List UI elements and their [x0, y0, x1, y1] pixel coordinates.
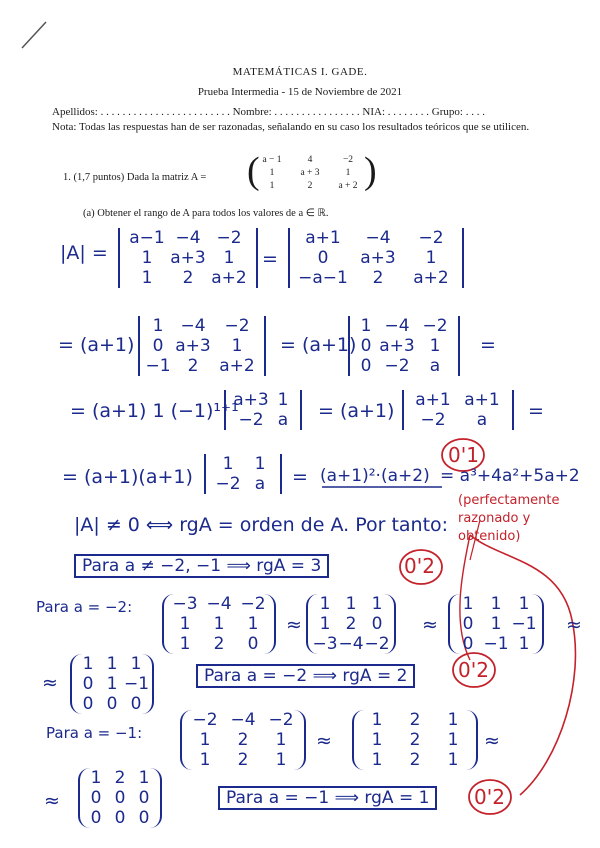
determinant-5: a+3 1 −2 a	[224, 390, 302, 430]
equals-3: =	[528, 400, 544, 422]
approx-6: ≈	[484, 730, 500, 752]
matrix-bracket-right: )	[364, 150, 377, 192]
case-2-matrix-3: 1 1 1 0 1 −1 0 −1 1	[448, 594, 544, 654]
approx-1: ≈	[286, 614, 302, 636]
approx-2: ≈	[422, 614, 438, 636]
grade-3: 0'2	[458, 658, 489, 682]
approx-7: ≈	[44, 790, 60, 812]
problem-intro: 1. (1,7 puntos) Dada la matriz A =	[63, 172, 207, 183]
determinant-1: a−1 −4 −2 1 a+3 1 1 2 a+2	[118, 228, 258, 288]
line-4-prefix: = (a+1)(a+1)	[62, 466, 193, 488]
approx-3: ≈	[566, 614, 582, 636]
approx-5: ≈	[316, 730, 332, 752]
grader-comment: (perfectamente razonado y obtenido)	[458, 493, 560, 544]
exam-title: MATEMÁTICAS I. GADE.	[232, 66, 368, 78]
determinant-3: 1 −4 −2 0 a+3 1 −1 2 a+2	[138, 316, 266, 376]
equals-4: =	[292, 466, 308, 488]
matrix-bracket-left: (	[247, 150, 260, 192]
exam-note: Nota: Todas las respuestas han de ser razonadas, señalando en su caso los resultados teóricos que se utilicen.	[52, 121, 530, 133]
grade-1: 0'1	[448, 443, 479, 467]
case-2-matrix-4: 1 1 1 0 1 −1 0 0 0	[70, 654, 154, 714]
student-fields: Apellidos: . . . . . . . . . . . . . . . . . . . . . . . . Nombre: . . . . . . . . . . . . . . . . NIA: . . . . . . . . Grupo: . . . .	[52, 106, 485, 118]
exam-subtitle: Prueba Intermedia - 15 de Noviembre de 2021	[197, 86, 403, 98]
grade-2: 0'2	[404, 554, 435, 578]
equals-1: =	[262, 248, 278, 270]
det-label: |A| =	[60, 242, 108, 264]
factor-line-2b: = (a+1)	[280, 334, 357, 356]
expanded-result: = a³+4a²+5a+2	[440, 466, 580, 486]
part-a: (a) Obtener el rango de A para todos los valores de a ∈ ℝ.	[83, 208, 329, 219]
rank-statement: |A| ≠ 0 ⟺ rgA = orden de A. Por tanto:	[74, 514, 449, 536]
equals-2: =	[480, 334, 496, 356]
case-2-matrix-2: 1 1 1 1 2 0 −3 −4 −2	[306, 594, 396, 654]
case-3-label: Para a = −1:	[46, 724, 143, 742]
case-2-result: Para a = −2 ⟹ rgA = 2	[196, 664, 415, 688]
determinant-7: 1 1 −2 a	[204, 454, 282, 494]
case-2-matrix-1: −3 −4 −2 1 1 1 1 2 0	[162, 594, 276, 654]
line-3-prefix: = (a+1) 1 (−1)¹⁺¹	[70, 400, 239, 422]
case-3-matrix-1: −2 −4 −2 1 2 1 1 2 1	[180, 710, 306, 770]
grade-4: 0'2	[474, 785, 505, 809]
case-3-result: Para a = −1 ⟹ rgA = 1	[218, 786, 437, 810]
case-1-result: Para a ≠ −2, −1 ⟹ rgA = 3	[74, 554, 329, 578]
approx-4: ≈	[42, 672, 58, 694]
case-3-matrix-2: 1 2 1 1 2 1 1 2 1	[352, 710, 478, 770]
determinant-4: 1 −4 −2 0 a+3 1 0 −2 a	[348, 316, 460, 376]
determinant-2: a+1 −4 −2 0 a+3 1 −a−1 2 a+2	[288, 228, 464, 288]
factor-line-2: = (a+1)	[58, 334, 135, 356]
factor-line-3: = (a+1)	[318, 400, 395, 422]
case-2-label: Para a = −2:	[36, 598, 133, 616]
factored-result: (a+1)²·(a+2)	[320, 466, 430, 486]
determinant-6: a+1 a+1 −2 a	[402, 390, 514, 430]
case-3-matrix-3: 1 2 1 0 0 0 0 0 0	[78, 768, 162, 828]
problem-matrix: a − 1 4 −2 1 a + 3 1 1 2 a + 2	[262, 155, 358, 191]
